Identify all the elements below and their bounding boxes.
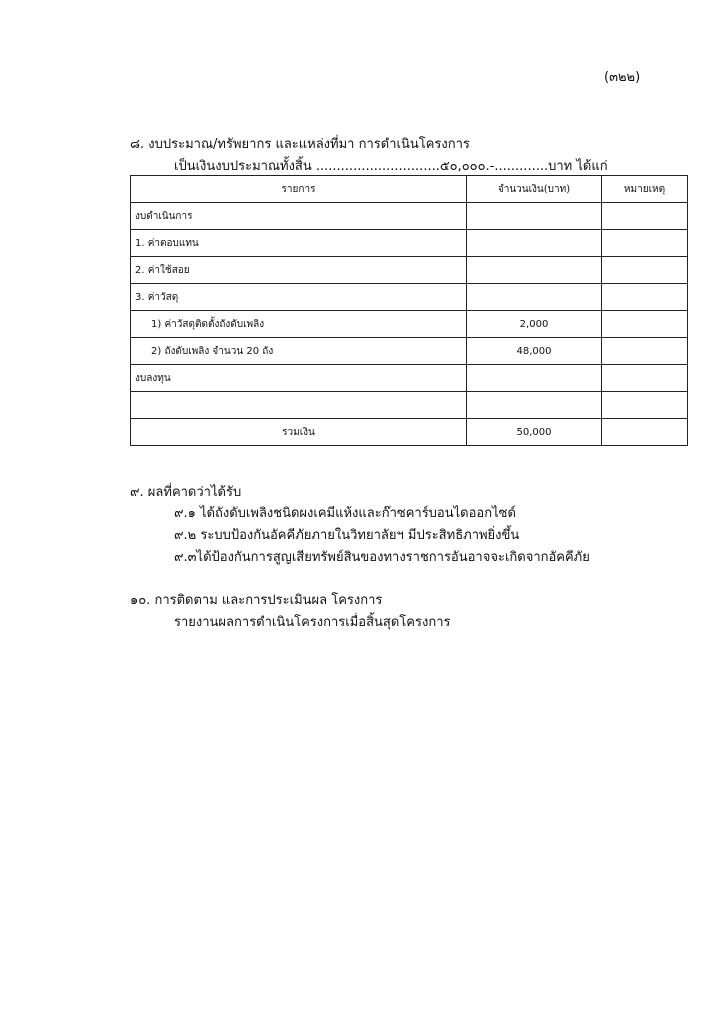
section-10-heading: ๑๐. การติดตาม และการประเมินผล โครงการ [130, 593, 383, 608]
row-note [602, 230, 688, 257]
section-8-heading: ๘. งบประมาณ/ทรัพยากร และแหล่งที่มา การดำเนินโครงการ [130, 137, 470, 152]
table-row [131, 203, 688, 230]
row-amount: 48,000 [467, 338, 602, 365]
row-item: 2. ค่าใช้สอย [131, 257, 467, 284]
row-amount [467, 392, 602, 419]
row-amount [467, 365, 602, 392]
row-note [602, 365, 688, 392]
page-number: (๓๒๒) [604, 70, 641, 85]
section-9-heading: ๙. ผลที่คาดว่าได้รับ [130, 485, 242, 500]
row-item: 3. ค่าวัสดุ [131, 284, 467, 311]
header-amount: จำนวนเงิน(บาท) [467, 176, 602, 203]
table-row [131, 365, 688, 392]
row-note [602, 338, 688, 365]
header-item: รายการ [131, 176, 467, 203]
expected-result-2: ๙.๒ ระบบป้องกันอัคคีภัยภายในวิทยาลัยฯ มีประสิทธิภาพยิ่งขึ้น [174, 528, 520, 543]
table-header-row [131, 176, 688, 203]
total-label: รวมเงิน [131, 419, 467, 446]
table-row [131, 257, 688, 284]
row-note [602, 203, 688, 230]
header-note: หมายเหตุ [602, 176, 688, 203]
row-item [131, 392, 467, 419]
row-item: งบลงทุน [131, 365, 467, 392]
budget-total-line: เป็นเงินงบประมาณทั้งสิ้น ..............................๕๐,๐๐๐.-.............บาท ได้แก่ [174, 159, 608, 174]
table-row [131, 311, 688, 338]
budget-table [130, 175, 688, 446]
table-row [131, 284, 688, 311]
row-amount: 2,000 [467, 311, 602, 338]
table-total-row [131, 419, 688, 446]
table-row [131, 392, 688, 419]
row-amount [467, 203, 602, 230]
row-item: 2) ถังดับเพลิง จำนวน 20 ถัง [131, 338, 467, 365]
row-amount [467, 257, 602, 284]
row-amount [467, 230, 602, 257]
table-row [131, 230, 688, 257]
row-note [602, 392, 688, 419]
total-note [602, 419, 688, 446]
total-amount: 50,000 [467, 419, 602, 446]
row-note [602, 284, 688, 311]
row-amount [467, 284, 602, 311]
expected-result-3: ๙.๓ได้ป้องกันการสูญเสียทรัพย์สินของทางราชการอันอาจจะเกิดจากอัคคีภัย [174, 550, 590, 565]
row-item: 1. ค่าตอบแทน [131, 230, 467, 257]
row-item: 1) ค่าวัสดุติดตั้งถังดับเพลิง [131, 311, 467, 338]
row-note [602, 311, 688, 338]
evaluation-text: รายงานผลการดำเนินโครงการเมื่อสิ้นสุดโครงการ [174, 615, 451, 630]
row-item: งบดำเนินการ [131, 203, 467, 230]
expected-result-1: ๙.๑ ได้ถังดับเพลิงชนิดผงเคมีแห้งและก๊าซคาร์บอนไดออกไซด์ [174, 506, 516, 521]
table-row [131, 338, 688, 365]
row-note [602, 257, 688, 284]
